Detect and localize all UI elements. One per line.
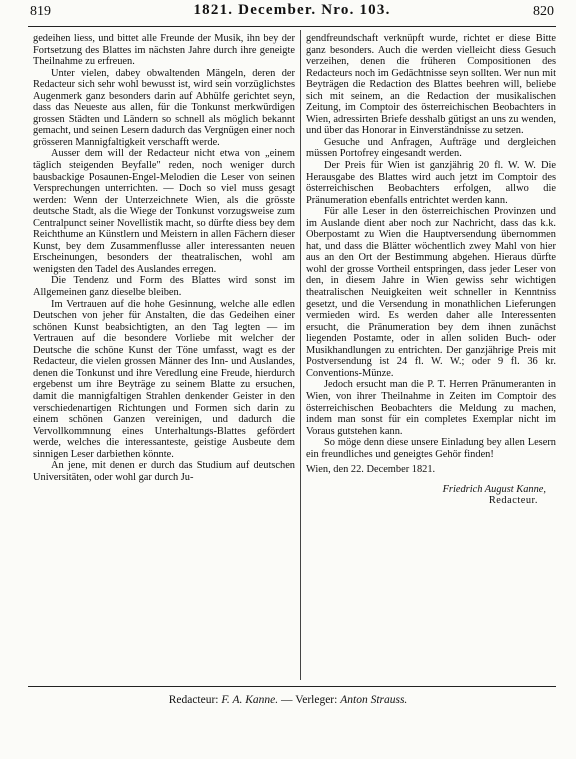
paragraph: gendfreundschaft verknüpft wurde, richtet er diese Bitte ganz besonders. Auch die werden vielleicht diess Gesuch verzeihen, denen die früheren Compositionen des Redacteurs noch im Gedächtnisse seyn sollten. Wer nun mit Beyträgen die Redaction des Blattes beehren will, beliebe sich mit seinem, an die Redaction der musikalischen Zeitung, im Comptoir des österreichischen Beobachters in Wien, adressirten Briefe desshalb gütigst an uns zu wenden, und über das Honorar in Einverständnisse zu setzen. [306, 33, 556, 137]
signature-title: Redacteur. [488, 495, 538, 507]
paragraph: An jene, mit denen er durch das Studium auf deutschen Universitäten, oder wohl gar durch Ju- [33, 460, 295, 483]
verleger-name: Anton Strauss. [340, 694, 408, 706]
place-date: Wien, den 22. December 1821. [306, 464, 436, 476]
page-number-left: 819 [30, 4, 51, 19]
right-column [306, 33, 556, 507]
page-header [30, 2, 554, 24]
paragraph: gedeihen liess, und bittet alle Freunde der Musik, ihn bey der Fortsetzung des Blattes im nächsten Jahre durch ihre geneigte Theilnahme zu erfreuen. [33, 33, 295, 68]
paragraph: Jedoch ersucht man die P. T. Herren Pränumeranten in Wien, von ihrer Theilnahme in Zeiten im Comptoir des österreichischen Beobachters die Meldung zu machen, indem man sonst für ein completes Exemplar nicht im Voraus gutstehen kann. [306, 379, 556, 437]
paragraph: Ausser dem will der Redacteur nicht etwa von „einem täglich steigenden Beyfalle" reden, noch weniger durch bausbackige Posaunen-Engel-Melodien die Leser von seinen Versprechungen unterrichten. — Doch so viel muss gesagt werden: Wenn der Unterzeichnete Wien, als die grösste deutsche Stadt, als die Wiege der Tonkunst vorzugsweise zum Centralpunct seiner Novellistik macht, so dürfte diess bey dem Reichthume an Künstlern und Meistern in allen Fächern dieser Kunst, bey dem Zusammenflusse aller interessanten neuen Erscheinungen, besonders der theatralischen, wohl am wenigsten den Tadel des Auslandes erregen. [33, 148, 295, 275]
page-number-right: 820 [533, 4, 554, 19]
imprint-footer [0, 694, 576, 706]
paragraph: Gesuche und Anfragen, Aufträge und dergleichen müssen Portofrey eingesandt werden. [306, 136, 556, 160]
issue-title: 1821. December. Nro. 103. [193, 2, 391, 18]
paragraph: Für alle Leser in den österreichischen Provinzen und im Auslande dient aber noch zur Nachricht, dass das k.k. Oberpostamt zu Wien die Hauptversendung übernommen hat, und dass die Blätter wöchentlich zwey Mahl von hier aus an den Ort der Bestimmung abgehen. Hieraus dürfte wohl der grosse Vortheil entspringen, dass jeder Leser von den, in diesem Jahre in Wien gewiss sehr wichtigen theatralischen Neuigkeiten weit schneller in Kenntniss gesetzt, und die Versendung in monathlichen Lieferungen vermieden wird. Es werden daher alle Interessenten ersucht, die Pränumeration bey dem ihnen zunächst liegenden Postamte, oder in allen soliden Buch- oder Musikhandlungen zu entrichten. Der ganzjährige Preis mit Postversendung ist 24 fl. W. W.; oder 9 fl. 36 kr. Conventions-Münze. [306, 206, 556, 379]
column-divider [300, 30, 301, 680]
paragraph: Die Tendenz und Form des Blattes wird sonst im Allgemeinen ganz dieselbe bleiben. [33, 275, 295, 299]
footer-rule [28, 686, 556, 687]
paragraph: So möge denn diese unsere Einladung bey allen Lesern ein freundliches und geneigtes Gehör finden! [306, 437, 556, 460]
paragraph: Unter vielen, dabey obwaltenden Mängeln, deren der Redacteur sich sehr wohl bewusst ist, wird sein vorzüglichstes Augenmerk ganz besonders darin auf Abhülfe gerichtet seyn, dass das Neueste aus allen, für die Tonkunst merkwürdigen grossen Städten und Ländern so schnell als möglich bekannt gemacht, und seinen Lesern dadurch das Vergnügen einer noch grösseren Mannigfaltigkeit verschafft werde. [33, 67, 295, 148]
header-rule [28, 26, 556, 27]
paragraph: Im Vertrauen auf die hohe Gesinnung, welche alle edlen Deutschen von jeher für Anstalten, die das Gedeihen einer schönen Kunst beabsichtigten, an den Tag legten — im Vertrauen auf die besondere Vorliebe mit welcher der Deutsche die schöne Kunst der Töne umfasst, wagt es der Redacteur, die vielen grossen Männer des Inn- und Auslandes, denen die Tonkunst und ihre Veredlung eine Freude, hierdurch ergebenst um ihre Beyträge zu seinem Blatte zu ersuchen, damit die mannigfaltigen Strahlen denkender Geister in den verschiedenartigen Richtungen und Formen sich darin zu einem schönen Ganzen vereinigen, und dadurch die Vervollkommnung eines Unterhaltungs-Blattes gefördert werde, welches die interessanteste, geistige Ausbeute dem sinnigen Leser darbiethen könnte. [33, 298, 295, 460]
verleger-label: Verleger: [295, 694, 338, 706]
paragraph: Der Preis für Wien ist ganzjährig 20 fl. W. W. Die Herausgabe des Blattes wird auch jetzt im Comptoir des österreichischen Beobachters erfolgen, allwo die Pränumeration ebenfalls entrichtet werden kann. [306, 160, 556, 206]
redacteur-name: F. A. Kanne. [221, 694, 279, 706]
redacteur-label: Redacteur: [168, 694, 219, 706]
left-column [33, 33, 295, 483]
signature: Friedrich August Kanne, [442, 483, 546, 495]
footer-separator: — [281, 694, 293, 706]
